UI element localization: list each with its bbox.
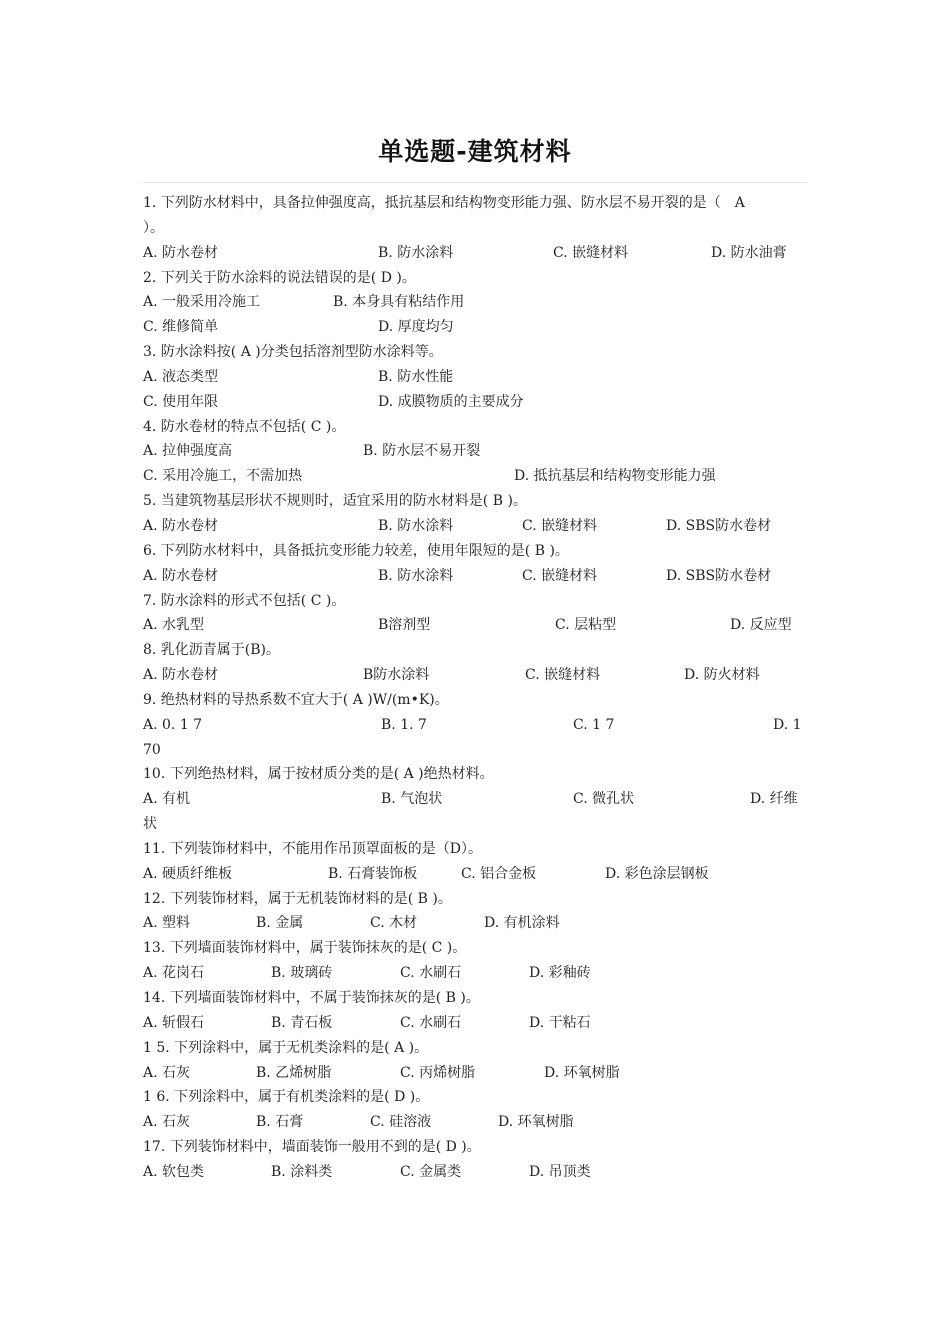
text-line <box>143 191 807 216</box>
answer-option: A. 防水卷材 <box>143 567 219 584</box>
answer-option: C. 水刷石 <box>400 1014 462 1031</box>
question-text: 14. 下列墙面装饰材料中，不属于装饰抹灰的是( B )。 <box>143 990 480 1006</box>
answer-option: D. 环氧树脂 <box>498 1114 574 1131</box>
question-text: 1. 下列防水材料中，具备拉伸强度高，抵抗基层和结构物变形能力强、防水层不易开裂的是（ A <box>143 195 745 211</box>
question-text: 11. 下列装饰材料中，不能用作吊顶罩面板的是（D）。 <box>143 840 482 857</box>
text-line <box>143 1110 807 1135</box>
text-line <box>143 564 807 589</box>
text-line <box>143 1011 807 1036</box>
question-text: 5. 当建筑物基层形状不规则时，适宜采用的防水材料是( B )。 <box>143 493 527 510</box>
text-line <box>143 1135 807 1160</box>
text-line <box>143 738 807 763</box>
answer-option: B防水涂料 <box>363 667 430 684</box>
question-text: 2. 下列关于防水涂料的说法错误的是( D )。 <box>143 269 416 286</box>
answer-option: B. 石膏 <box>256 1114 304 1131</box>
text-line <box>143 539 807 564</box>
answer-option: B. 气泡状 <box>381 791 443 808</box>
question-text: 70 <box>143 741 161 758</box>
answer-option: C. 丙烯树脂 <box>400 1064 476 1081</box>
question-text: 10. 下列绝热材料，属于按材质分类的是( A )绝热材料。 <box>143 766 494 783</box>
answer-option: A. 斩假石 <box>143 1014 205 1031</box>
answer-option: D. 纤维 <box>750 791 798 808</box>
text-line <box>143 1036 807 1061</box>
text-line <box>143 415 807 440</box>
text-line <box>143 266 807 291</box>
text-line <box>143 936 807 961</box>
question-text: 7. 防水涂料的形式不包括( C )。 <box>143 592 346 609</box>
answer-option: C. 微孔状 <box>573 791 635 808</box>
question-text: 12. 下列装饰材料，属于无机装饰材料的是( B )。 <box>143 890 452 907</box>
question-text: 4. 防水卷材的特点不包括( C )。 <box>143 418 346 435</box>
answer-option: B. 防水层不易开裂 <box>363 443 481 460</box>
answer-option: A. 硬质纤维板 <box>143 865 233 882</box>
answer-option: B. 乙烯树脂 <box>256 1064 332 1081</box>
text-line <box>143 812 807 837</box>
text-line <box>143 961 807 986</box>
answer-option: A. 花岗石 <box>143 965 205 982</box>
question-text: 13. 下列墙面装饰材料中，属于装饰抹灰的是( C )。 <box>143 940 467 957</box>
answer-option: B. 涂料类 <box>271 1163 333 1180</box>
answer-option: D. 防火材料 <box>684 667 760 684</box>
answer-option: A. 软包类 <box>143 1163 205 1180</box>
answer-option: C. 使用年限 <box>143 393 219 410</box>
answer-option: C. 嵌缝材料 <box>522 567 598 584</box>
question-text: 1 6. 下列涂料中，属于有机类涂料的是( D )。 <box>143 1089 430 1106</box>
answer-option: B. 金属 <box>256 915 304 932</box>
text-line <box>143 315 807 340</box>
text-line <box>143 887 807 912</box>
text-line <box>143 663 807 688</box>
answer-option: B. 玻璃砖 <box>271 965 333 982</box>
text-line <box>143 489 807 514</box>
answer-option: C. 嵌缝材料 <box>553 244 629 261</box>
answer-option: B溶剂型 <box>378 617 431 634</box>
answer-option: B. 1. 7 <box>381 716 427 733</box>
answer-option: B. 防水涂料 <box>378 244 454 261</box>
question-text: 17. 下列装饰材料中，墙面装饰一般用不到的是( D )。 <box>143 1139 481 1156</box>
text-line <box>143 464 807 489</box>
answer-option: A. 拉伸强度高 <box>143 443 233 460</box>
question-text: 3. 防水涂料按( A )分类包括溶剂型防水涂料等。 <box>143 344 443 361</box>
text-line <box>143 290 807 315</box>
answer-option: A. 防水卷材 <box>143 517 219 534</box>
answer-option: D. 成膜物质的主要成分 <box>378 393 524 410</box>
text-line <box>143 713 807 738</box>
text-line <box>143 837 807 862</box>
text-line <box>143 1061 807 1086</box>
answer-option: D. 厚度均匀 <box>378 319 454 336</box>
answer-option: A. 防水卷材 <box>143 667 219 684</box>
text-line <box>143 216 807 241</box>
question-text: 1 5. 下列涂料中，属于无机类涂料的是( A )。 <box>143 1039 429 1056</box>
answer-option: A. 石灰 <box>143 1114 191 1131</box>
text-line <box>143 613 807 638</box>
question-text: ）。 <box>143 219 164 236</box>
answer-option: D. 吊顶类 <box>529 1163 591 1180</box>
answer-option: B. 防水涂料 <box>378 567 454 584</box>
text-line <box>143 638 807 663</box>
answer-option: A. 液态类型 <box>143 368 219 385</box>
text-line <box>143 986 807 1011</box>
answer-option: B. 防水性能 <box>378 368 454 385</box>
text-line <box>143 762 807 787</box>
answer-option: C. 1 7 <box>573 716 615 733</box>
answer-option: D. 环氧树脂 <box>544 1064 620 1081</box>
answer-option: A. 防水卷材 <box>143 244 219 261</box>
text-line <box>143 787 807 812</box>
answer-option: C. 水刷石 <box>400 965 462 982</box>
text-line <box>143 1085 807 1110</box>
answer-option: D. 有机涂料 <box>484 915 560 932</box>
text-line <box>143 365 807 390</box>
answer-option: C. 嵌缝材料 <box>522 517 598 534</box>
text-line <box>143 688 807 713</box>
answer-option: A. 水乳型 <box>143 617 205 634</box>
answer-option: D. SBS防水卷材 <box>666 567 772 584</box>
answer-option: A. 一般采用冷施工 <box>143 294 261 311</box>
text-line <box>143 862 807 887</box>
text-line <box>143 439 807 464</box>
answer-option: C. 硅溶液 <box>370 1114 432 1131</box>
answer-option: D. 抵抗基层和结构物变形能力强 <box>514 468 716 485</box>
question-text: 8. 乳化沥青属于(B)。 <box>143 642 281 659</box>
text-line <box>143 589 807 614</box>
title-divider <box>143 182 807 183</box>
text-line <box>143 911 807 936</box>
answer-option: C. 层粘型 <box>555 617 617 634</box>
answer-option: A. 塑料 <box>143 915 191 932</box>
question-text: 状 <box>143 816 157 833</box>
answer-option: C. 木材 <box>370 915 418 932</box>
document-title: 单选题-建筑材料 <box>378 137 572 166</box>
answer-option: C. 采用冷施工，不需加热 <box>143 468 303 485</box>
text-line <box>143 340 807 365</box>
answer-option: D. 干粘石 <box>529 1014 591 1031</box>
text-line <box>143 390 807 415</box>
text-line <box>143 241 807 266</box>
answer-option: C. 金属类 <box>400 1163 462 1180</box>
answer-option: C. 嵌缝材料 <box>525 667 601 684</box>
answer-option: B. 本身具有粘结作用 <box>333 294 465 311</box>
question-text: 9. 绝热材料的导热系数不宜大于( A )W/(m•K)。 <box>143 691 449 708</box>
answer-option: D. SBS防水卷材 <box>666 517 772 534</box>
answer-option: D. 彩釉砖 <box>529 965 591 982</box>
answer-option: B. 石膏装饰板 <box>328 865 418 882</box>
answer-option: A. 石灰 <box>143 1064 191 1081</box>
question-list <box>143 191 807 1185</box>
answer-option: D. 1 <box>773 716 802 733</box>
answer-option: A. 0. 1 7 <box>143 716 203 733</box>
answer-option: B. 防水涂料 <box>378 517 454 534</box>
question-text: 6. 下列防水材料中，具备抵抗变形能力较差，使用年限短的是( B )。 <box>143 542 569 559</box>
answer-option: D. 防水油膏 <box>711 244 787 261</box>
answer-option: A. 有机 <box>143 791 191 808</box>
answer-option: C. 维修简单 <box>143 319 219 336</box>
text-line <box>143 1160 807 1185</box>
text-line <box>143 514 807 539</box>
answer-option: D. 反应型 <box>730 617 792 634</box>
answer-option: B. 青石板 <box>271 1014 333 1031</box>
answer-option: D. 彩色涂层钢板 <box>605 865 709 882</box>
answer-option: C. 铝合金板 <box>461 865 537 882</box>
